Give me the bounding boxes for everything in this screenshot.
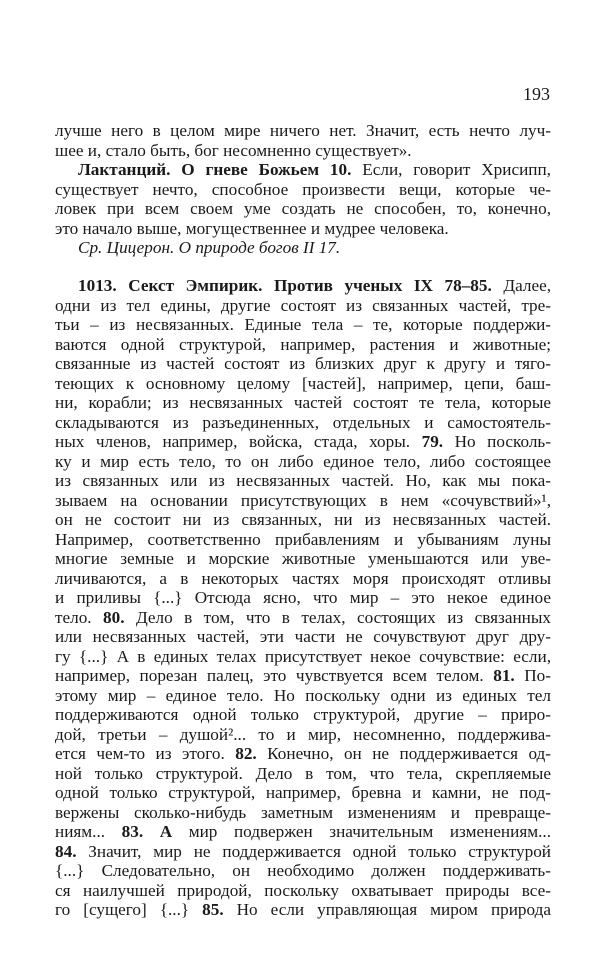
- text-segment: или несвязанных частей, эти части не сочувствуют друг дру-: [55, 627, 551, 646]
- text-segment: и приливы {...} Отсюда ясно, что мир – это некое единое: [55, 588, 551, 607]
- text-segment: тело.: [55, 607, 104, 627]
- text-segment: одной только структурой, например, бревна и камни, не под-: [55, 783, 551, 802]
- text-segment: Если, говорит Хрисипп,: [351, 160, 551, 179]
- text-line: [55, 413, 551, 433]
- text-line: [55, 335, 551, 355]
- text-segment: ется чем-то из этого.: [55, 744, 236, 763]
- text-segment: По-: [514, 666, 551, 685]
- page-number: 193: [523, 84, 550, 104]
- text-line: [55, 452, 551, 472]
- text-line: [55, 238, 551, 258]
- text-line: [55, 900, 551, 920]
- text-segment: Дело в том, что в телах, состоящих из связанных: [124, 607, 552, 627]
- text-segment: гу {...} А в единых телах присутствует некое сочувствие: если,: [55, 646, 551, 666]
- bold-reference: 84.: [55, 841, 77, 861]
- text-line: [55, 666, 551, 686]
- bold-reference: 82.: [235, 744, 257, 763]
- text-segment: из связанных или из несвязанных частей. Но, как мы пока-: [55, 471, 551, 490]
- lactantius-passage: [55, 121, 551, 258]
- text-line: [55, 861, 551, 881]
- text-segment: Конечно, он не поддерживается од-: [256, 744, 552, 763]
- text-line: [55, 199, 551, 219]
- text-segment: ной только структурой. Дело в том, что тела, скрепляемые: [55, 763, 551, 783]
- text-segment: поддерживаются одной только структурой, другие – приро-: [55, 705, 551, 724]
- text-segment: Например, соответственно прибавлениям и убываниям луны: [55, 529, 551, 549]
- text-line: [55, 160, 551, 180]
- text-segment: Но посколь-: [443, 432, 551, 451]
- text-segment: тьи – из несвязанных. Единые тела – те, которые поддержи-: [55, 315, 551, 334]
- text-line: [55, 842, 551, 862]
- text-segment: связанные из частей состоят из близких друг к другу и тяго-: [55, 354, 551, 373]
- text-line: [55, 783, 551, 803]
- text-segment: складываются из разъединенных, отдельных и самостоятель-: [55, 412, 551, 432]
- text-segment: многие земные и морские животные уменьшаются или уве-: [55, 549, 551, 568]
- text-segment: ных членов, например, войска, стада, хоры.: [55, 432, 422, 451]
- text-line: [55, 549, 551, 569]
- text-segment: например, порезан палец, это чувствуется всем телом.: [55, 666, 494, 685]
- text-line: [55, 296, 551, 316]
- text-line: [55, 725, 551, 745]
- text-segment: зываем на основании присутствующих в нем «сочувствий»¹,: [55, 490, 551, 510]
- text-segment: {...} Следовательно, он необходимо должен поддерживать-: [55, 861, 551, 880]
- bold-reference: 1013. Секст Эмпирик. Против ученых IX 78–85.: [78, 276, 492, 295]
- text-line: [55, 744, 551, 764]
- text-line: [55, 121, 551, 141]
- text-line: [55, 588, 551, 608]
- text-line: [55, 219, 551, 239]
- text-segment: ловек при всем своем уме создать не способен, то, конечно,: [55, 199, 551, 218]
- text-line: [55, 491, 551, 511]
- text-line: [55, 803, 551, 823]
- text-segment: ниям...: [55, 822, 122, 841]
- text-segment: ваются одной структурой, например, растения и животные;: [55, 334, 551, 354]
- bold-reference: 85.: [202, 900, 224, 919]
- text-line: [55, 315, 551, 335]
- text-segment: Далее,: [491, 276, 551, 295]
- sextus-empiricus-passage: [55, 276, 551, 920]
- bold-reference: 79.: [421, 432, 444, 451]
- text-line: [55, 141, 551, 161]
- bold-reference: 83. А: [121, 822, 173, 841]
- italic-reference: Ср. Цицерон. О природе богов II 17.: [78, 238, 341, 257]
- bold-reference: 81.: [493, 666, 515, 685]
- text-segment: теющих к основному целому [частей], например, цепи, баш-: [55, 373, 551, 393]
- text-segment: он не состоит ни из связанных, ни из несвязанных частей.: [55, 510, 551, 529]
- text-line: [55, 686, 551, 706]
- text-segment: одни из тел едины, другие состоят из связанных частей, тре-: [55, 295, 551, 315]
- text-segment: существует нечто, способное произвести вещи, которые че-: [55, 179, 551, 199]
- text-line: [55, 276, 551, 296]
- text-line: [55, 471, 551, 491]
- text-segment: это начало выше, могущественнее и мудрее человека.: [55, 218, 449, 238]
- text-segment: шее и, стало быть, бог несомненно существует».: [55, 140, 412, 160]
- bold-reference: Лактанций. О гневе Божьем 10.: [78, 160, 352, 179]
- text-line: [55, 180, 551, 200]
- text-line: [55, 510, 551, 530]
- text-segment: дой, третьи – душой²... то и мир, несомненно, поддержива-: [55, 724, 551, 744]
- text-line: [55, 354, 551, 374]
- text-line: [55, 705, 551, 725]
- text-segment: вержены сколько-нибудь заметным изменениям и превраще-: [55, 802, 551, 822]
- text-segment: ни, корабли; из несвязанных частей состоят те тела, которые: [55, 393, 551, 412]
- text-segment: мир подвержен значительным изменениям...: [172, 822, 551, 841]
- text-segment: Но если управляющая миром природа: [223, 900, 551, 919]
- text-segment: Значит, мир не поддерживается одной только структурой: [76, 841, 551, 861]
- text-line: [55, 393, 551, 413]
- text-line: [55, 822, 551, 842]
- text-line: [55, 608, 551, 628]
- text-line: [55, 647, 551, 667]
- text-segment: лучше него в целом мире ничего нет. Значит, есть нечто луч-: [55, 121, 551, 140]
- text-segment: ся наилучшей природой, поскольку охватывает природы все-: [55, 880, 551, 900]
- text-line: [55, 530, 551, 550]
- text-line: [55, 881, 551, 901]
- text-line: [55, 764, 551, 784]
- bold-reference: 80.: [103, 607, 125, 627]
- text-line: [55, 432, 551, 452]
- text-segment: го [сущего] {...}: [55, 900, 203, 919]
- text-line: [55, 569, 551, 589]
- text-line: [55, 627, 551, 647]
- text-segment: этому мир – единое тело. Но поскольку одни из единых тел: [55, 685, 551, 705]
- text-segment: личиваются, а в некоторых частях моря происходят отливы: [55, 568, 551, 588]
- text-segment: ку и мир есть тело, то он либо единое тело, либо состоящее: [55, 451, 551, 471]
- text-line: [55, 374, 551, 394]
